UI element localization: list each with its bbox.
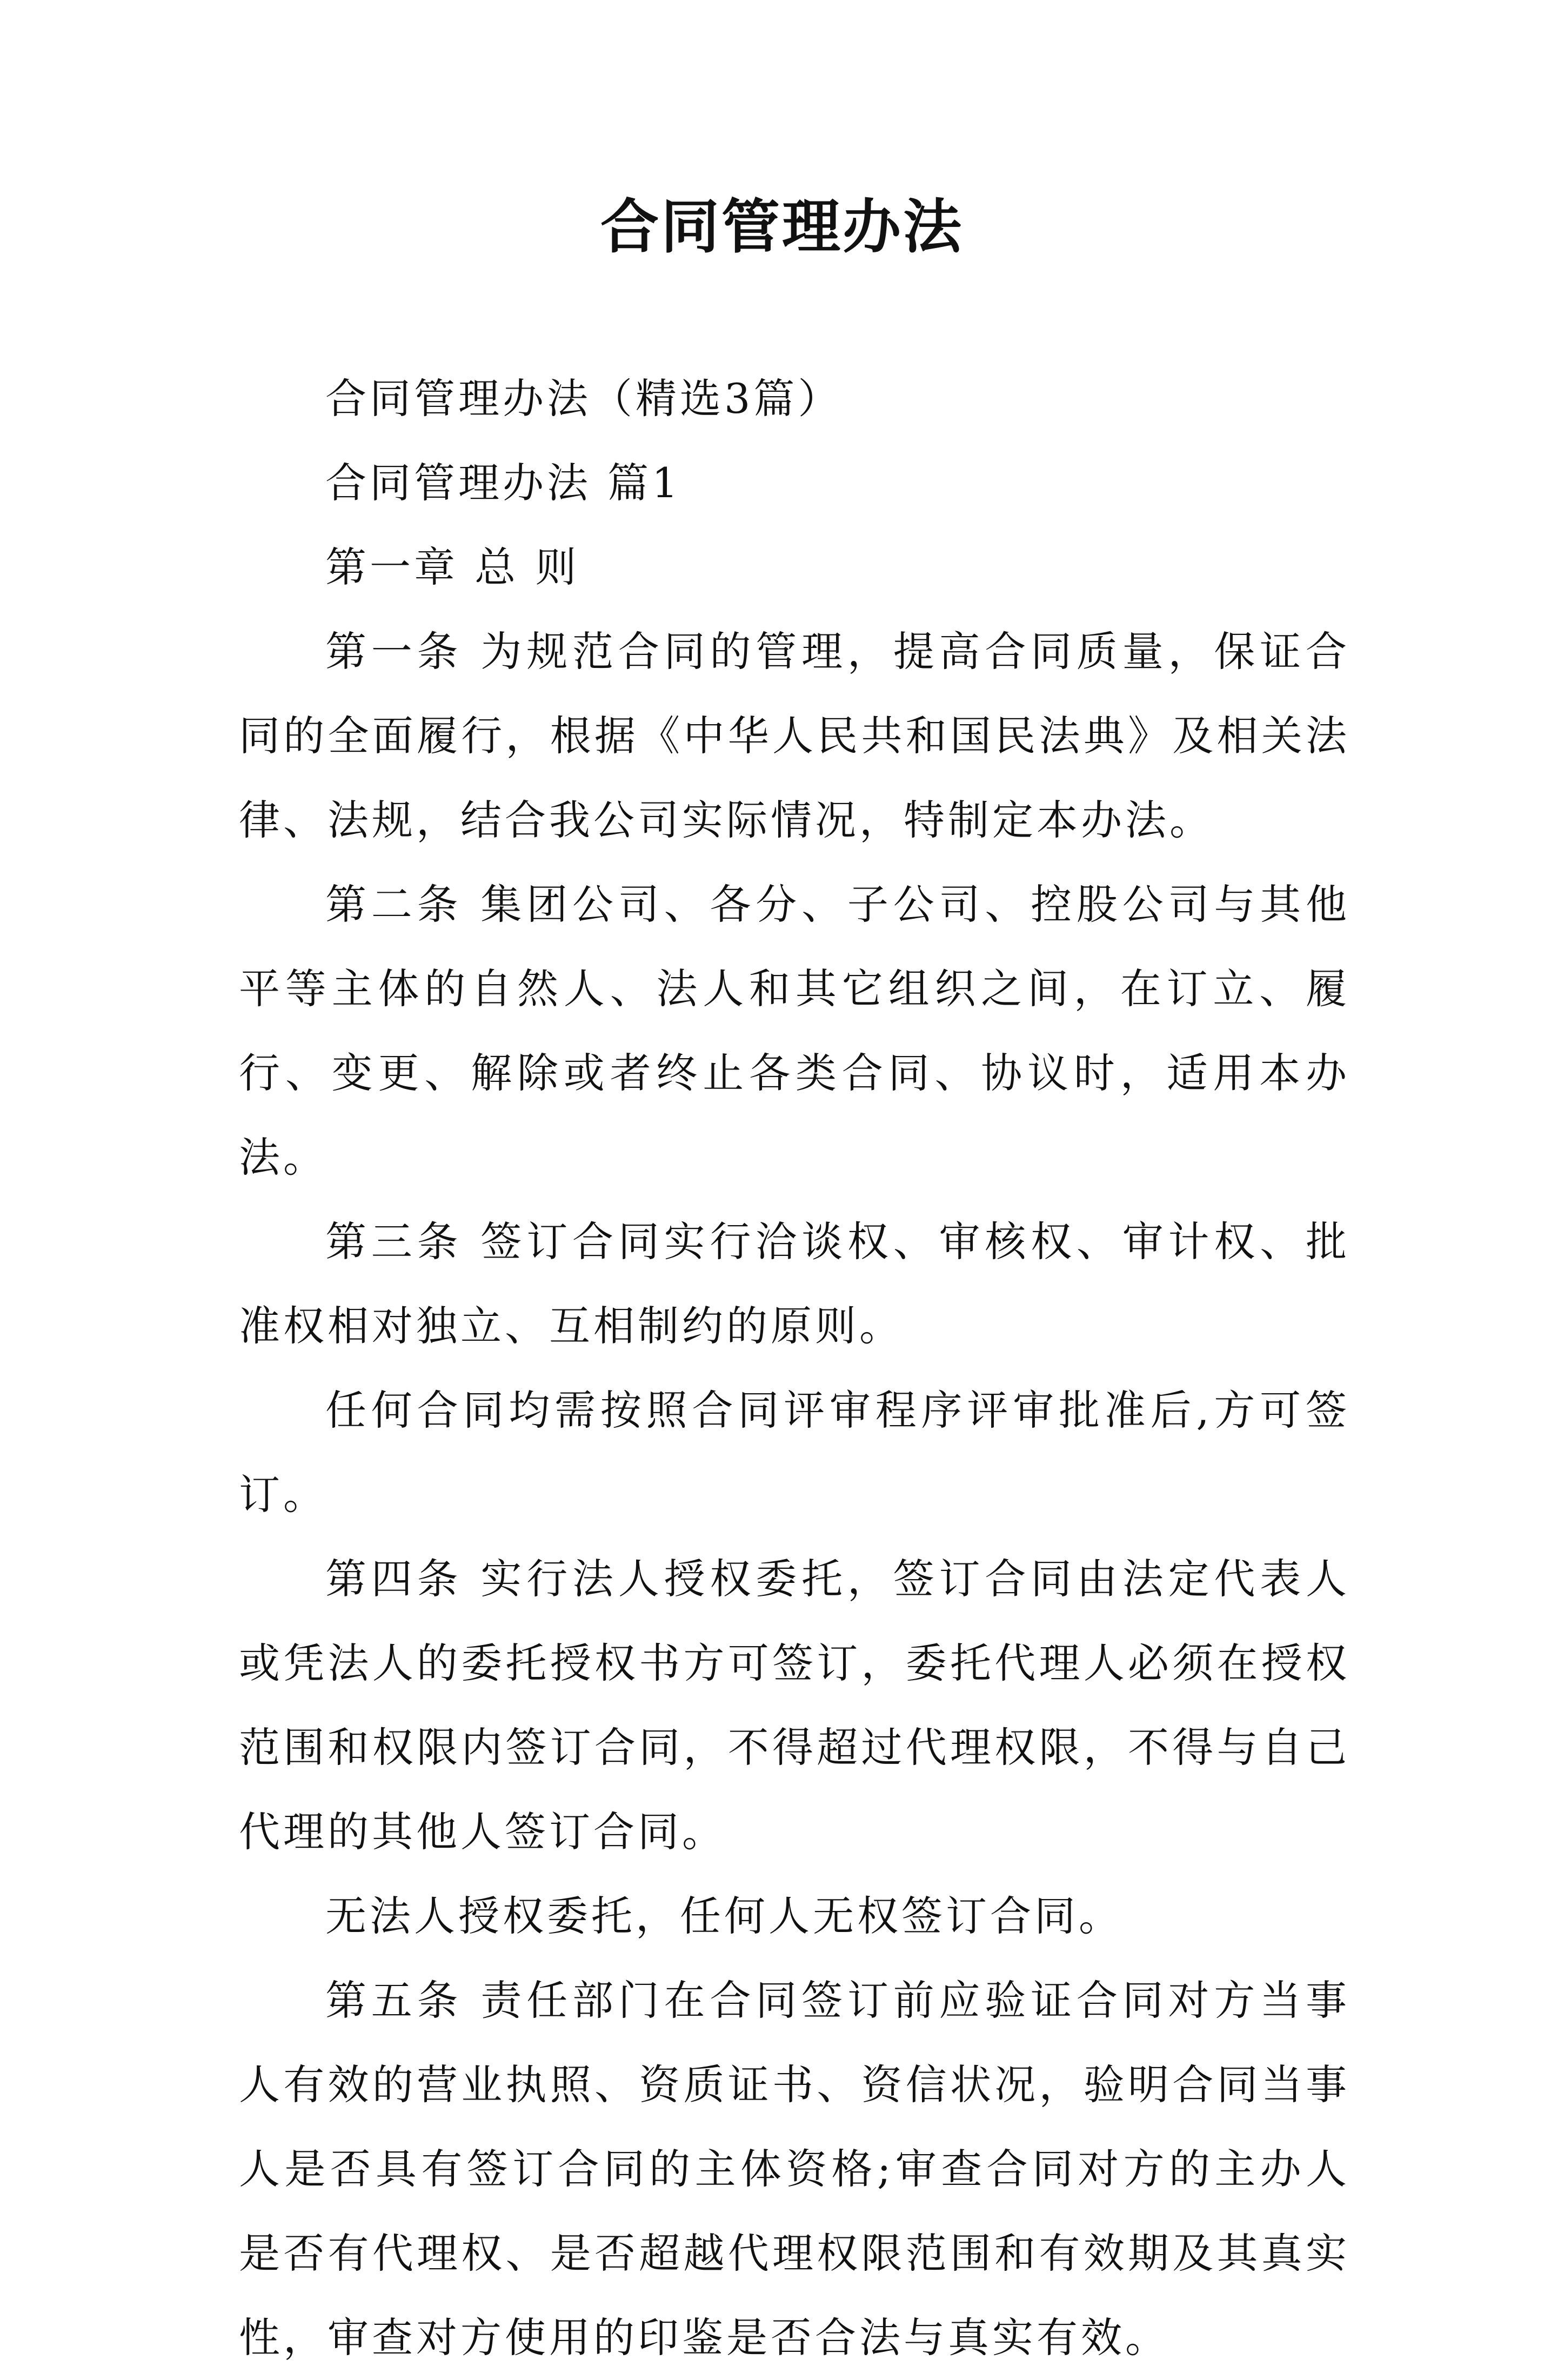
paragraph-subtitle: 合同管理办法（精选3篇） bbox=[325, 375, 843, 423]
paragraph-section-heading: 合同管理办法 篇1 bbox=[325, 459, 681, 507]
paragraph-article-3-note: 任何合同均需按照合同评审程序评审批准后,方可签订。 bbox=[239, 1386, 1350, 1519]
document-title: 合同管理办法 bbox=[600, 193, 964, 261]
paragraph-chapter-heading: 第一章 总 则 bbox=[325, 543, 580, 591]
paragraph-article-2: 第二条 集团公司、各分、子公司、控股公司与其他平等主体的自然人、法人和其它组织之间，在订立、履行、变更、解除或者终止各类合同、协议时，适用本办法。 bbox=[239, 880, 1350, 1181]
document-body bbox=[239, 357, 1350, 2380]
paragraph-article-5: 第五条 责任部门在合同签订前应验证合同对方当事人有效的营业执照、资质证书、资信状况，验明合同当事人是否具有签订合同的主体资格;审查合同对方的主办人是否有代理权、是否超越代理权限范围和有效期及其真实性，审查对方使用的印鉴是否合法与真实有效。 bbox=[239, 1976, 1350, 2362]
paragraph-article-3: 第三条 签订合同实行洽谈权、审核权、审计权、批准权相对独立、互相制约的原则。 bbox=[239, 1218, 1350, 1350]
paragraph-article-4-note: 无法人授权委托，任何人无权签订合同。 bbox=[325, 1892, 1123, 1940]
paragraph-article-1: 第一条 为规范合同的管理，提高合同质量，保证合同的全面履行，根据《中华人民共和国民法典》及相关法律、法规，结合我公司实际情况，特制定本办法。 bbox=[239, 627, 1350, 844]
paragraph-article-4: 第四条 实行法人授权委托，签订合同由法定代表人或凭法人的委托授权书方可签订，委托代理人必须在授权范围和权限内签订合同，不得超过代理权限，不得与自己代理的其他人签订合同。 bbox=[239, 1555, 1350, 1856]
